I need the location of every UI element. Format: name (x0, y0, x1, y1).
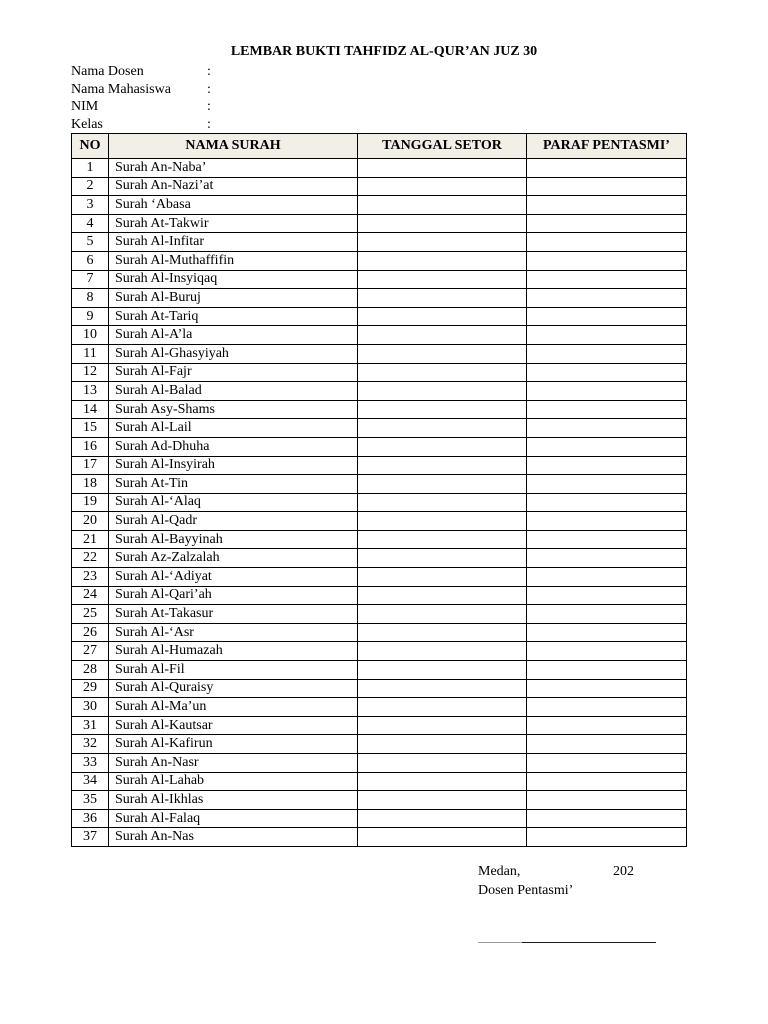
surah-name: Surah Al-Kafirun (109, 735, 358, 754)
table-row (72, 382, 687, 401)
table-row (72, 735, 687, 754)
examiner-signature-cell[interactable] (527, 159, 687, 178)
table-row (72, 289, 687, 308)
examiner-signature-cell[interactable] (527, 716, 687, 735)
row-number: 13 (72, 382, 109, 401)
surah-name: Surah Al-A’la (109, 326, 358, 345)
table-row (72, 419, 687, 438)
examiner-signature-cell[interactable] (527, 251, 687, 270)
row-number: 23 (72, 568, 109, 587)
surah-name: Surah Al-Ghasyiyah (109, 344, 358, 363)
colon: : (207, 99, 211, 114)
surah-name: Surah Al-Fil (109, 661, 358, 680)
submission-date-cell[interactable] (358, 716, 527, 735)
row-number: 11 (72, 344, 109, 363)
examiner-signature-cell[interactable] (527, 809, 687, 828)
examiner-signature-cell[interactable] (527, 475, 687, 494)
table-row (72, 493, 687, 512)
student-name-row (71, 81, 519, 99)
surah-name: Surah Al-Insyirah (109, 456, 358, 475)
surah-name: Surah Al-Muthaffifin (109, 251, 358, 270)
submission-date-cell[interactable] (358, 437, 527, 456)
examiner-signature-cell[interactable] (527, 568, 687, 587)
surah-name: Surah Al-‘Asr (109, 623, 358, 642)
submission-date-cell[interactable] (358, 456, 527, 475)
examiner-signature-cell[interactable] (527, 177, 687, 196)
surah-name: Surah Al-Quraisy (109, 679, 358, 698)
table-row (72, 363, 687, 382)
examiner-signature-cell[interactable] (527, 344, 687, 363)
submission-date-cell[interactable] (358, 233, 527, 252)
row-number: 15 (72, 419, 109, 438)
surah-name: Surah Al-Falaq (109, 809, 358, 828)
row-number: 31 (72, 716, 109, 735)
submission-date-cell[interactable] (358, 772, 527, 791)
surah-name: Surah Al-Fajr (109, 363, 358, 382)
submission-date-cell[interactable] (358, 159, 527, 178)
city-label: Medan, (478, 864, 521, 879)
row-number: 36 (72, 809, 109, 828)
surah-name: Surah At-Takasur (109, 605, 358, 624)
examiner-signature-cell[interactable] (527, 679, 687, 698)
surah-name: Surah Al-Ma’un (109, 698, 358, 717)
student-id-label: NIM (71, 99, 99, 114)
submission-date-cell[interactable] (358, 196, 527, 215)
examiner-signature-cell[interactable] (527, 735, 687, 754)
place-date-line (478, 863, 678, 882)
class-row (71, 116, 519, 134)
table-row (72, 809, 687, 828)
examiner-signature-cell[interactable] (527, 828, 687, 847)
surah-name: Surah Al-Qadr (109, 512, 358, 531)
signature-line-right-segment (522, 942, 656, 943)
examiner-signature-cell[interactable] (527, 307, 687, 326)
examiner-signature-cell[interactable] (527, 791, 687, 810)
table-row (72, 344, 687, 363)
colon: : (207, 116, 211, 132)
table-row (72, 251, 687, 270)
lecturer-name-label: Nama Dosen (71, 64, 144, 79)
submission-date-cell[interactable] (358, 549, 527, 568)
row-number: 35 (72, 791, 109, 810)
submission-date-cell[interactable] (358, 661, 527, 680)
header-surah-name: NAMA SURAH (109, 134, 358, 159)
table-row (72, 270, 687, 289)
signature-block (478, 863, 678, 901)
table-row (72, 400, 687, 419)
surah-name: Surah Al-Buruj (109, 289, 358, 308)
surah-name: Surah ‘Abasa (109, 196, 358, 215)
submission-date-cell[interactable] (358, 177, 527, 196)
surah-name: Surah An-Nas (109, 828, 358, 847)
submission-date-cell[interactable] (358, 698, 527, 717)
submission-date-cell[interactable] (358, 828, 527, 847)
header-examiner-signature: PARAF PENTASMI’ (527, 134, 687, 159)
submission-date-cell[interactable] (358, 586, 527, 605)
lecturer-name-field[interactable] (219, 63, 519, 81)
submission-date-cell[interactable] (358, 307, 527, 326)
examiner-signature-cell[interactable] (527, 419, 687, 438)
submission-date-cell[interactable] (358, 735, 527, 754)
submission-date-cell[interactable] (358, 791, 527, 810)
table-header (72, 134, 687, 159)
signer-title-line (478, 882, 678, 901)
table-row (72, 698, 687, 717)
examiner-signature-cell[interactable] (527, 623, 687, 642)
table-row (72, 512, 687, 531)
row-number: 29 (72, 679, 109, 698)
examiner-signature-cell[interactable] (527, 661, 687, 680)
surah-name: Surah Al-‘Adiyat (109, 568, 358, 587)
examiner-signature-cell[interactable] (527, 196, 687, 215)
submission-date-cell[interactable] (358, 400, 527, 419)
submission-date-cell[interactable] (358, 512, 527, 531)
table-row (72, 475, 687, 494)
submission-date-cell[interactable] (358, 568, 527, 587)
surah-table (71, 133, 687, 847)
surah-name: Surah An-Nasr (109, 754, 358, 773)
submission-date-cell[interactable] (358, 623, 527, 642)
row-number: 8 (72, 289, 109, 308)
row-number: 5 (72, 233, 109, 252)
row-number: 34 (72, 772, 109, 791)
examiner-signature-cell[interactable] (527, 437, 687, 456)
page-title: LEMBAR BUKTI TAHFIDZ AL-QUR’AN JUZ 30 (230, 44, 538, 59)
table-row (72, 828, 687, 847)
table-row (72, 549, 687, 568)
row-number: 12 (72, 363, 109, 382)
student-name-field[interactable] (219, 81, 519, 99)
submission-date-cell[interactable] (358, 289, 527, 308)
row-number: 24 (72, 586, 109, 605)
examiner-signature-cell[interactable] (527, 289, 687, 308)
examiner-signature-cell[interactable] (527, 698, 687, 717)
row-number: 20 (72, 512, 109, 531)
submission-date-cell[interactable] (358, 493, 527, 512)
class-label: Kelas (71, 116, 103, 132)
examiner-signature-cell[interactable] (527, 549, 687, 568)
year-label: 202 (613, 864, 634, 879)
submission-date-cell[interactable] (358, 326, 527, 345)
examiner-signature-cell[interactable] (527, 642, 687, 661)
examiner-signature-cell[interactable] (527, 586, 687, 605)
surah-name: Surah Al-Lail (109, 419, 358, 438)
surah-name: Surah Az-Zalzalah (109, 549, 358, 568)
row-number: 16 (72, 437, 109, 456)
table-body (72, 159, 687, 847)
row-number: 14 (72, 400, 109, 419)
class-field[interactable] (219, 116, 519, 134)
row-number: 30 (72, 698, 109, 717)
row-number: 17 (72, 456, 109, 475)
table-row (72, 177, 687, 196)
examiner-signature-cell[interactable] (527, 214, 687, 233)
table-row (72, 326, 687, 345)
table-row (72, 605, 687, 624)
surah-name: Surah Al-Lahab (109, 772, 358, 791)
table-row (72, 661, 687, 680)
submission-date-cell[interactable] (358, 530, 527, 549)
surah-name: Surah Al-Humazah (109, 642, 358, 661)
surah-name: Surah Al-Infitar (109, 233, 358, 252)
table-row (72, 754, 687, 773)
signer-title: Dosen Pentasmi’ (478, 883, 574, 898)
examiner-signature-cell[interactable] (527, 270, 687, 289)
row-number: 37 (72, 828, 109, 847)
row-number: 33 (72, 754, 109, 773)
examiner-signature-cell[interactable] (527, 772, 687, 791)
surah-name: Surah Asy-Shams (109, 400, 358, 419)
submission-date-cell[interactable] (358, 363, 527, 382)
row-number: 26 (72, 623, 109, 642)
row-number: 7 (72, 270, 109, 289)
surah-name: Surah An-Nazi’at (109, 177, 358, 196)
row-number: 19 (72, 493, 109, 512)
header-submission-date: TANGGAL SETOR (358, 134, 527, 159)
header-no: NO (72, 134, 109, 159)
examiner-signature-cell[interactable] (527, 754, 687, 773)
row-number: 25 (72, 605, 109, 624)
colon: : (207, 81, 211, 97)
submission-date-cell[interactable] (358, 270, 527, 289)
table-row (72, 568, 687, 587)
surah-name: Surah Al-‘Alaq (109, 493, 358, 512)
examiner-signature-cell[interactable] (527, 456, 687, 475)
submission-date-cell[interactable] (358, 419, 527, 438)
table-row (72, 233, 687, 252)
table-row (72, 530, 687, 549)
table-row (72, 586, 687, 605)
row-number: 4 (72, 214, 109, 233)
table-row (72, 642, 687, 661)
colon: : (207, 64, 211, 79)
surah-name: Surah At-Takwir (109, 214, 358, 233)
table-row (72, 307, 687, 326)
row-number: 21 (72, 530, 109, 549)
surah-name: Surah Al-Qari’ah (109, 586, 358, 605)
surah-name: Surah Al-Insyiqaq (109, 270, 358, 289)
student-name-label: Nama Mahasiswa (71, 81, 171, 97)
submission-date-cell[interactable] (358, 679, 527, 698)
row-number: 27 (72, 642, 109, 661)
surah-name: Surah At-Tin (109, 475, 358, 494)
examiner-signature-cell[interactable] (527, 363, 687, 382)
row-number: 3 (72, 196, 109, 215)
student-id-field[interactable] (219, 98, 519, 116)
table-row (72, 214, 687, 233)
table-row (72, 716, 687, 735)
submission-date-cell[interactable] (358, 475, 527, 494)
examiner-signature-cell[interactable] (527, 382, 687, 401)
surah-name: Surah Al-Ikhlas (109, 791, 358, 810)
row-number: 2 (72, 177, 109, 196)
table-row (72, 679, 687, 698)
identity-block (71, 63, 519, 133)
examiner-signature-cell[interactable] (527, 326, 687, 345)
submission-date-cell[interactable] (358, 809, 527, 828)
submission-date-cell[interactable] (358, 642, 527, 661)
submission-date-cell[interactable] (358, 605, 527, 624)
row-number: 1 (72, 159, 109, 178)
examiner-signature-cell[interactable] (527, 493, 687, 512)
header-row (72, 134, 687, 159)
table-row (72, 772, 687, 791)
examiner-signature-cell[interactable] (527, 530, 687, 549)
signature-line-left-segment (478, 942, 522, 943)
surah-name: Surah At-Tariq (109, 307, 358, 326)
table-row (72, 623, 687, 642)
surah-name: Surah An-Naba’ (109, 159, 358, 178)
row-number: 22 (72, 549, 109, 568)
lecturer-name-row (71, 63, 519, 81)
submission-date-cell[interactable] (358, 382, 527, 401)
surah-name: Surah Al-Kautsar (109, 716, 358, 735)
surah-name: Surah Ad-Dhuha (109, 437, 358, 456)
row-number: 6 (72, 251, 109, 270)
row-number: 18 (72, 475, 109, 494)
table-row (72, 159, 687, 178)
examiner-signature-cell[interactable] (527, 233, 687, 252)
signature-line[interactable] (478, 942, 656, 943)
table-row (72, 456, 687, 475)
row-number: 9 (72, 307, 109, 326)
student-id-row (71, 98, 519, 116)
submission-date-cell[interactable] (358, 344, 527, 363)
submission-date-cell[interactable] (358, 754, 527, 773)
surah-name: Surah Al-Bayyinah (109, 530, 358, 549)
table-row (72, 437, 687, 456)
examiner-signature-cell[interactable] (527, 512, 687, 531)
examiner-signature-cell[interactable] (527, 605, 687, 624)
row-number: 32 (72, 735, 109, 754)
examiner-signature-cell[interactable] (527, 400, 687, 419)
submission-date-cell[interactable] (358, 214, 527, 233)
row-number: 10 (72, 326, 109, 345)
table-row (72, 196, 687, 215)
row-number: 28 (72, 661, 109, 680)
table-row (72, 791, 687, 810)
surah-name: Surah Al-Balad (109, 382, 358, 401)
submission-date-cell[interactable] (358, 251, 527, 270)
